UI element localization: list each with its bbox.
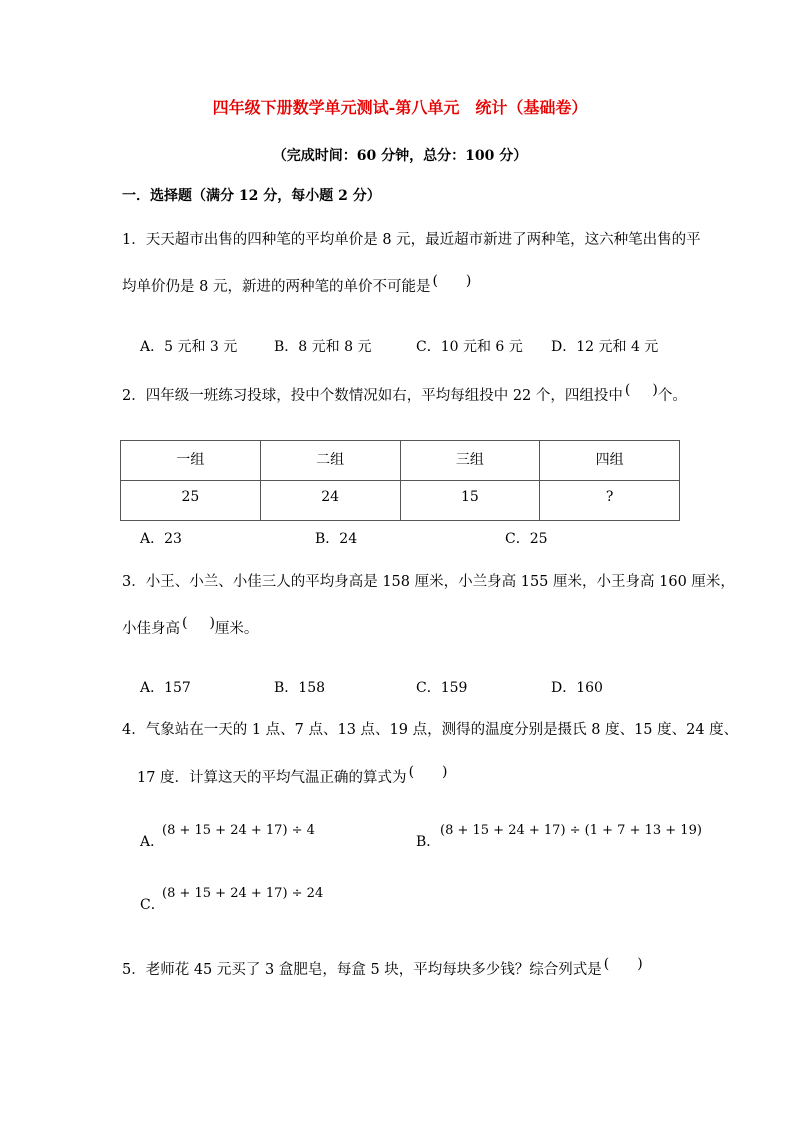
- question-4-line-1: 4．气象站在一天的 1 点、7 点、13 点、19 点，测得的温度分别是摄氏 8 度、15 度、24 度、: [122, 722, 739, 738]
- question-3-option-a[interactable]: A．157: [140, 680, 191, 696]
- question-5-line-1: [122, 958, 643, 979]
- question-4-option-a-label[interactable]: A．: [140, 834, 165, 850]
- question-3-text: 小佳身高: [122, 621, 180, 637]
- question-4-option-b-label[interactable]: B．: [416, 834, 441, 850]
- question-3-option-c[interactable]: C．159: [416, 680, 468, 696]
- table-cell: 15: [400, 481, 540, 521]
- exam-info: （完成时间：60 分钟，总分：100 分）: [272, 148, 528, 164]
- question-4-text: 17 度．计算这天的平均气温正确的算式为: [137, 770, 407, 786]
- table-header-row: [121, 441, 680, 481]
- answer-blank: ( ): [432, 273, 472, 289]
- answer-blank: ( ): [408, 764, 448, 780]
- question-2-line-1: [122, 384, 687, 405]
- table-cell: 25: [121, 481, 261, 521]
- question-2-suffix: 个。: [657, 388, 687, 404]
- section-heading: 一．选择题（满分 12 分，每小题 2 分）: [122, 188, 381, 204]
- table-cell: ?: [540, 481, 680, 521]
- question-4-option-a-formula[interactable]: (8 + 15 + 24 + 17) ÷ 4: [162, 823, 315, 838]
- question-3-suffix: 厘米。: [214, 621, 259, 637]
- question-2-text: 2．四年级一班练习投球，投中个数情况如右，平均每组投中 22 个，四组投中: [122, 388, 623, 404]
- question-2-option-c[interactable]: C．25: [505, 531, 548, 547]
- question-2-option-a[interactable]: A．23: [140, 531, 182, 547]
- question-1-option-c[interactable]: C．10 元和 6 元: [416, 339, 523, 355]
- answer-blank: ( ): [624, 382, 658, 398]
- question-1-line-2: [122, 275, 471, 296]
- table-cell: 24: [260, 481, 400, 521]
- question-1-option-b[interactable]: B．8 元和 8 元: [274, 339, 372, 355]
- question-2-option-b[interactable]: B．24: [315, 531, 358, 547]
- table-header-cell: 二组: [260, 441, 400, 481]
- question-3-option-b[interactable]: B．158: [274, 680, 326, 696]
- question-3-line-1: 3．小王、小兰、小佳三人的平均身高是 158 厘米，小兰身高 155 厘米，小王身高 160 厘米，: [122, 574, 735, 590]
- question-4-option-c-label[interactable]: C．: [140, 897, 165, 913]
- question-4-line-2: [137, 766, 448, 787]
- answer-blank: ( ): [603, 956, 643, 972]
- question-1-option-a[interactable]: A．5 元和 3 元: [140, 339, 238, 355]
- question-1-line-1: 1．天天超市出售的四种笔的平均单价是 8 元，最近超市新进了两种笔，这六种笔出售的平: [122, 232, 701, 248]
- question-3-line-2: [122, 617, 258, 638]
- table-header-cell: 三组: [400, 441, 540, 481]
- question-3-option-d[interactable]: D．160: [551, 680, 603, 696]
- question-4-option-c-formula[interactable]: (8 + 15 + 24 + 17) ÷ 24: [162, 886, 324, 901]
- question-5-text: 5．老师花 45 元买了 3 盒肥皂，每盒 5 块，平均每块多少钱？综合列式是: [122, 962, 602, 978]
- score-table: [120, 440, 680, 521]
- question-1-option-d[interactable]: D．12 元和 4 元: [551, 339, 659, 355]
- table-header-cell: 四组: [540, 441, 680, 481]
- question-4-option-b-formula[interactable]: (8 + 15 + 24 + 17) ÷ (1 + 7 + 13 + 19): [440, 823, 702, 838]
- answer-blank: ( ): [182, 615, 215, 631]
- table-row: [121, 481, 680, 521]
- page-title: 四年级下册数学单元测试-第八单元 统计（基础卷）: [212, 98, 588, 117]
- table-header-cell: 一组: [121, 441, 261, 481]
- question-1-text: 均单价仍是 8 元，新进的两种笔的单价不可能是: [122, 279, 431, 295]
